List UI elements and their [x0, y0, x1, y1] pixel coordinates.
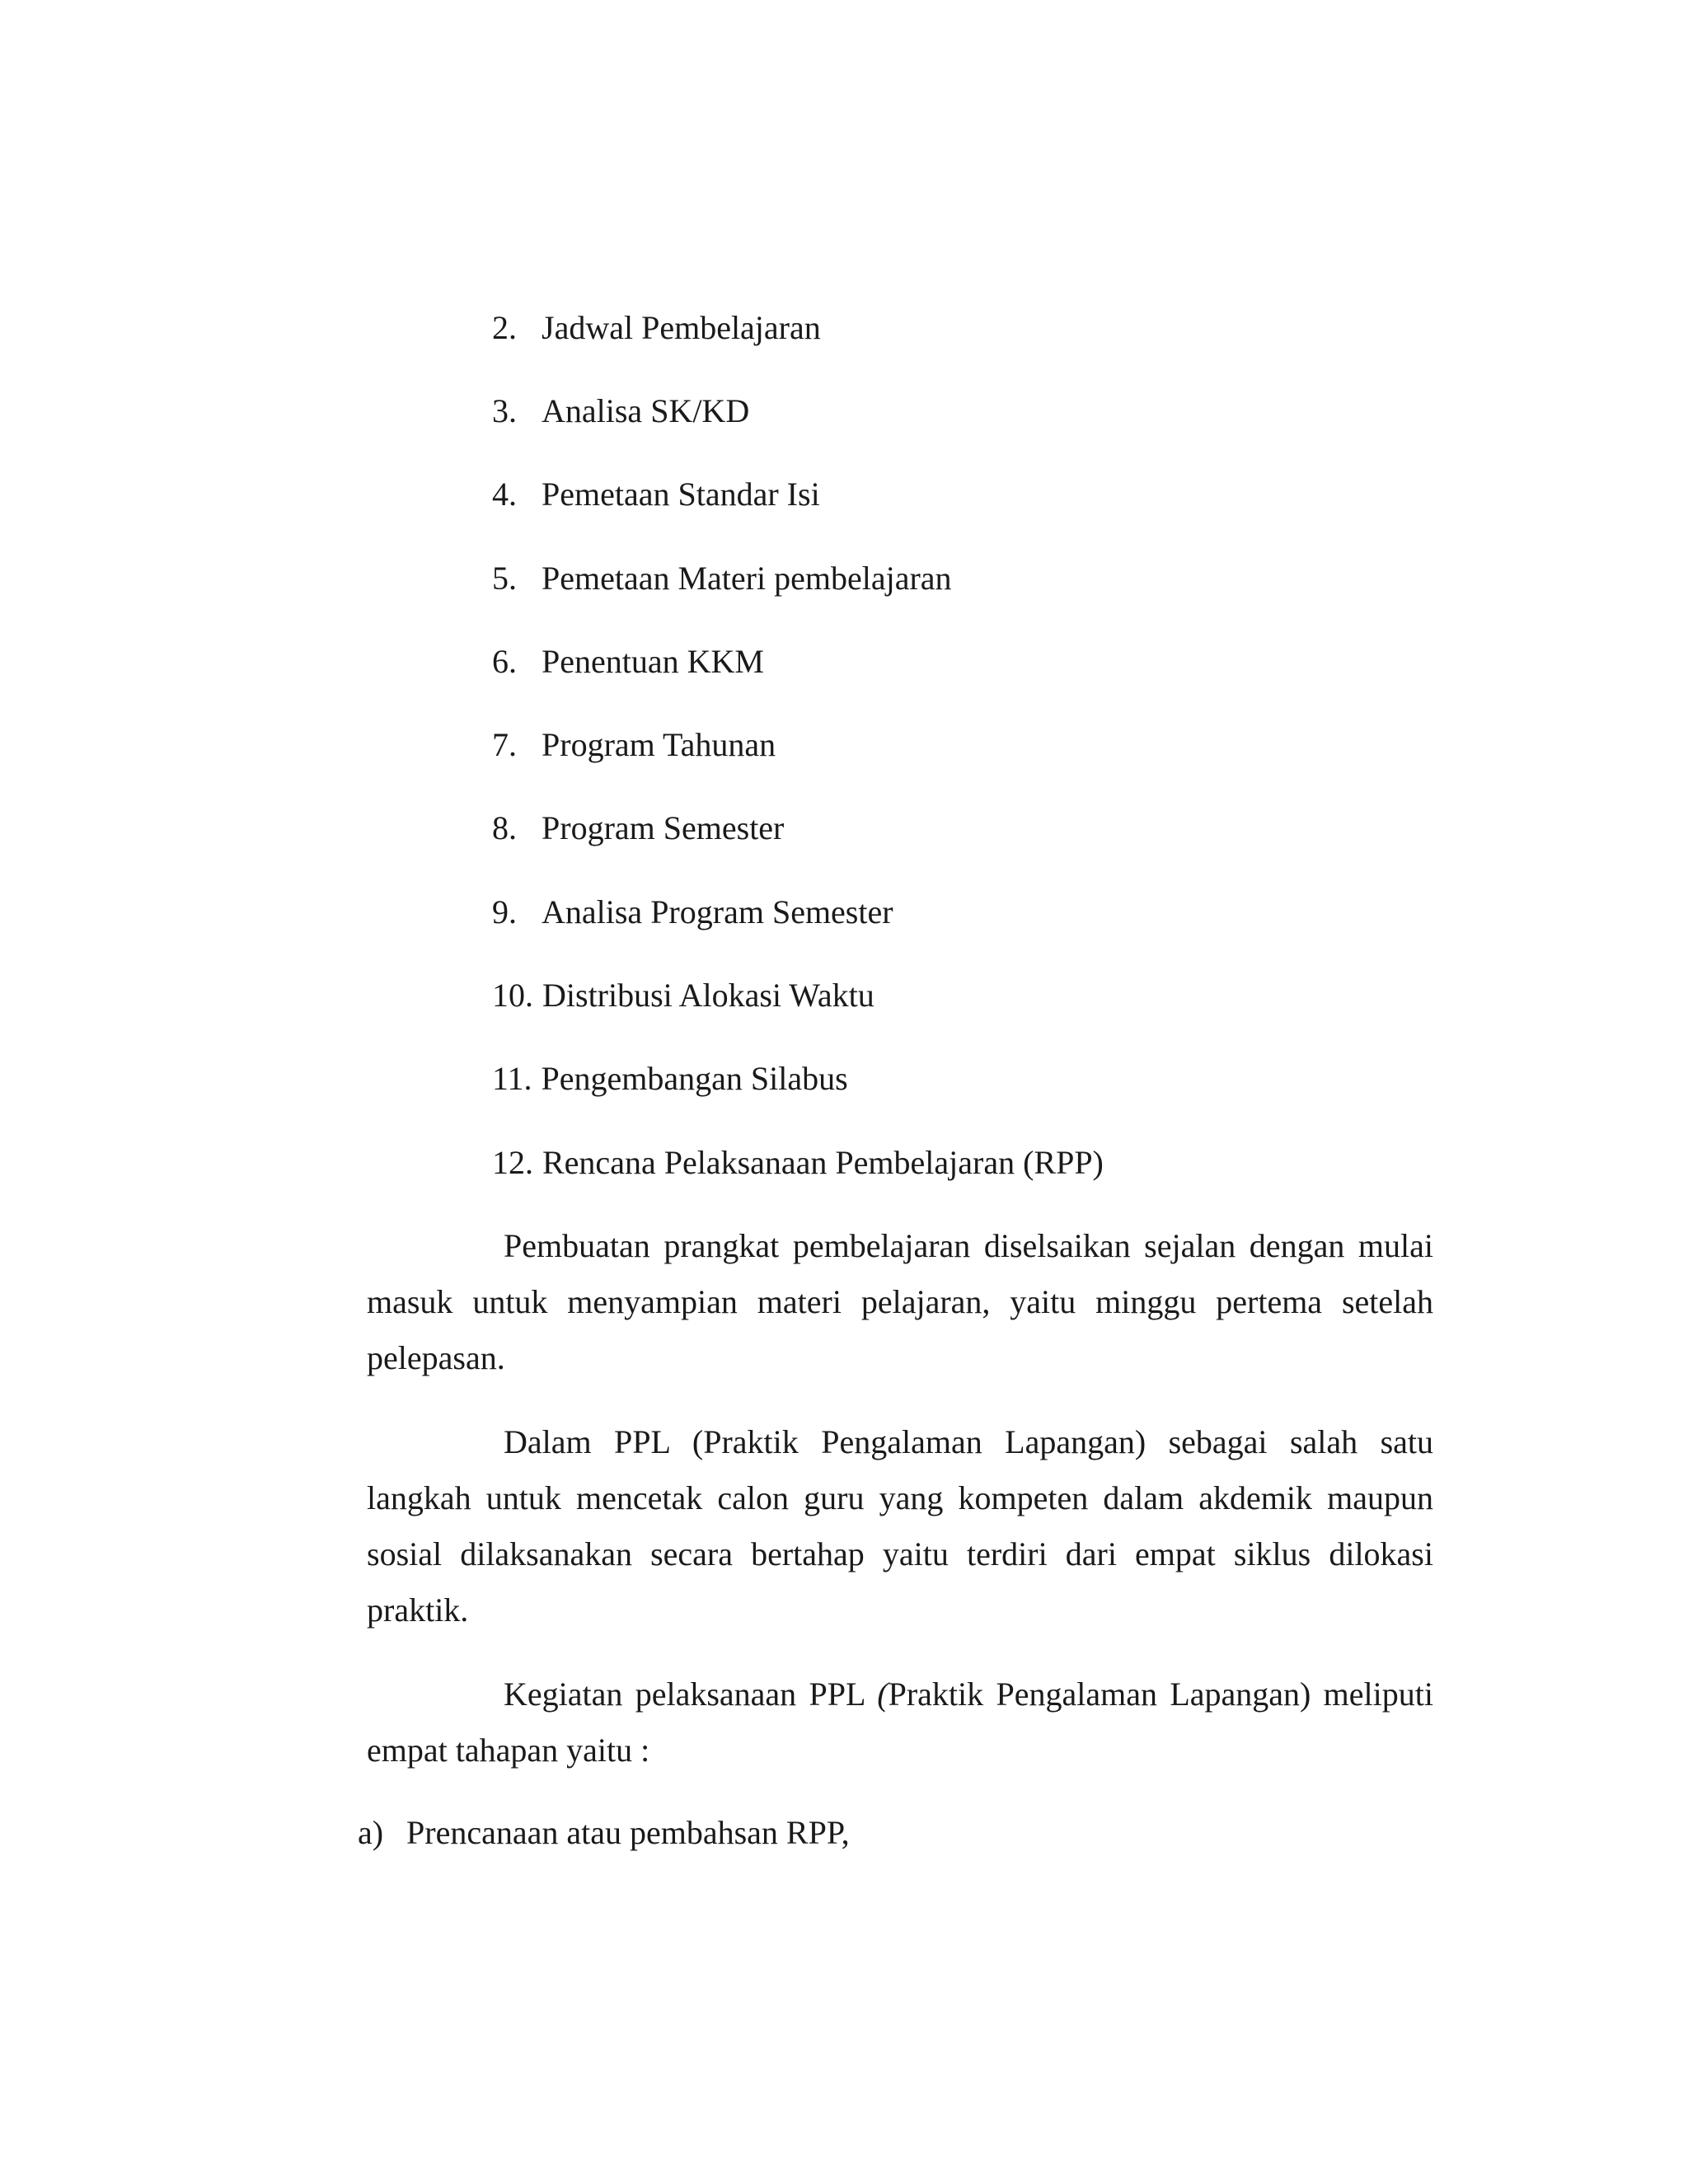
paragraph-italic-paren: ( [877, 1675, 889, 1713]
paragraph-text: Pembuatan prangkat pembelajaran diselsaikan sejalan dengan mulai masuk untuk menyampian materi pelajaran, yaitu minggu pertema setelah pelepasan. [367, 1227, 1433, 1376]
list-item [492, 559, 952, 598]
list-item [492, 1059, 848, 1099]
list-item [492, 808, 784, 848]
list-item [492, 976, 874, 1015]
paragraph-text: Dalam PPL (Praktik Pengalaman Lapangan) sebagai salah satu langkah untuk mencetak calon guru yang kompeten dalam akdemik maupun sosial dilaksanakan secara bertahap yaitu terdiri dari empat siklus dilokasi praktik. [367, 1423, 1433, 1629]
paragraph [367, 1414, 1433, 1638]
list-number: 2. [492, 309, 517, 346]
list-item [492, 893, 893, 932]
paragraph [367, 1666, 1433, 1779]
paragraph [367, 1218, 1433, 1386]
sub-list-item [358, 1813, 850, 1853]
list-text: Pengembangan Silabus [541, 1060, 848, 1097]
list-text: Analisa Program Semester [542, 893, 893, 930]
list-number: 9. [492, 893, 517, 930]
list-number: 10. [492, 977, 533, 1014]
list-number: 8. [492, 809, 517, 846]
paragraph-text-after: Praktik Pengalaman Lapangan) meliputi empat tahapan yaitu : [367, 1675, 1433, 1769]
list-text: Pemetaan Materi pembelajaran [542, 560, 952, 597]
list-text: Pemetaan Standar Isi [542, 476, 820, 513]
list-text: Penentuan KKM [542, 643, 764, 680]
list-text: Program Semester [542, 809, 785, 846]
list-item [492, 1143, 1104, 1183]
paragraph-text-before: Kegiatan pelaksanaan PPL [504, 1675, 878, 1713]
list-item [492, 391, 749, 431]
list-text: Jadwal Pembelajaran [542, 309, 821, 346]
list-number: 3. [492, 392, 517, 429]
list-item [492, 475, 820, 514]
list-number: 6. [492, 643, 517, 680]
list-item [492, 725, 776, 765]
list-text: Rencana Pelaksanaan Pembelajaran (RPP) [542, 1144, 1104, 1181]
list-text: Program Tahunan [542, 726, 776, 763]
list-item [492, 642, 764, 682]
sub-list-letter: a) [358, 1814, 384, 1851]
list-text: Distribusi Alokasi Waktu [542, 977, 874, 1014]
sub-list-text: Prencanaan atau pembahsan RPP, [406, 1814, 850, 1851]
list-number: 5. [492, 560, 517, 597]
list-text: Analisa SK/KD [542, 392, 750, 429]
list-number: 12. [492, 1144, 533, 1181]
list-item [492, 308, 821, 348]
list-number: 4. [492, 476, 517, 513]
list-number: 7. [492, 726, 517, 763]
list-number: 11. [492, 1060, 532, 1097]
